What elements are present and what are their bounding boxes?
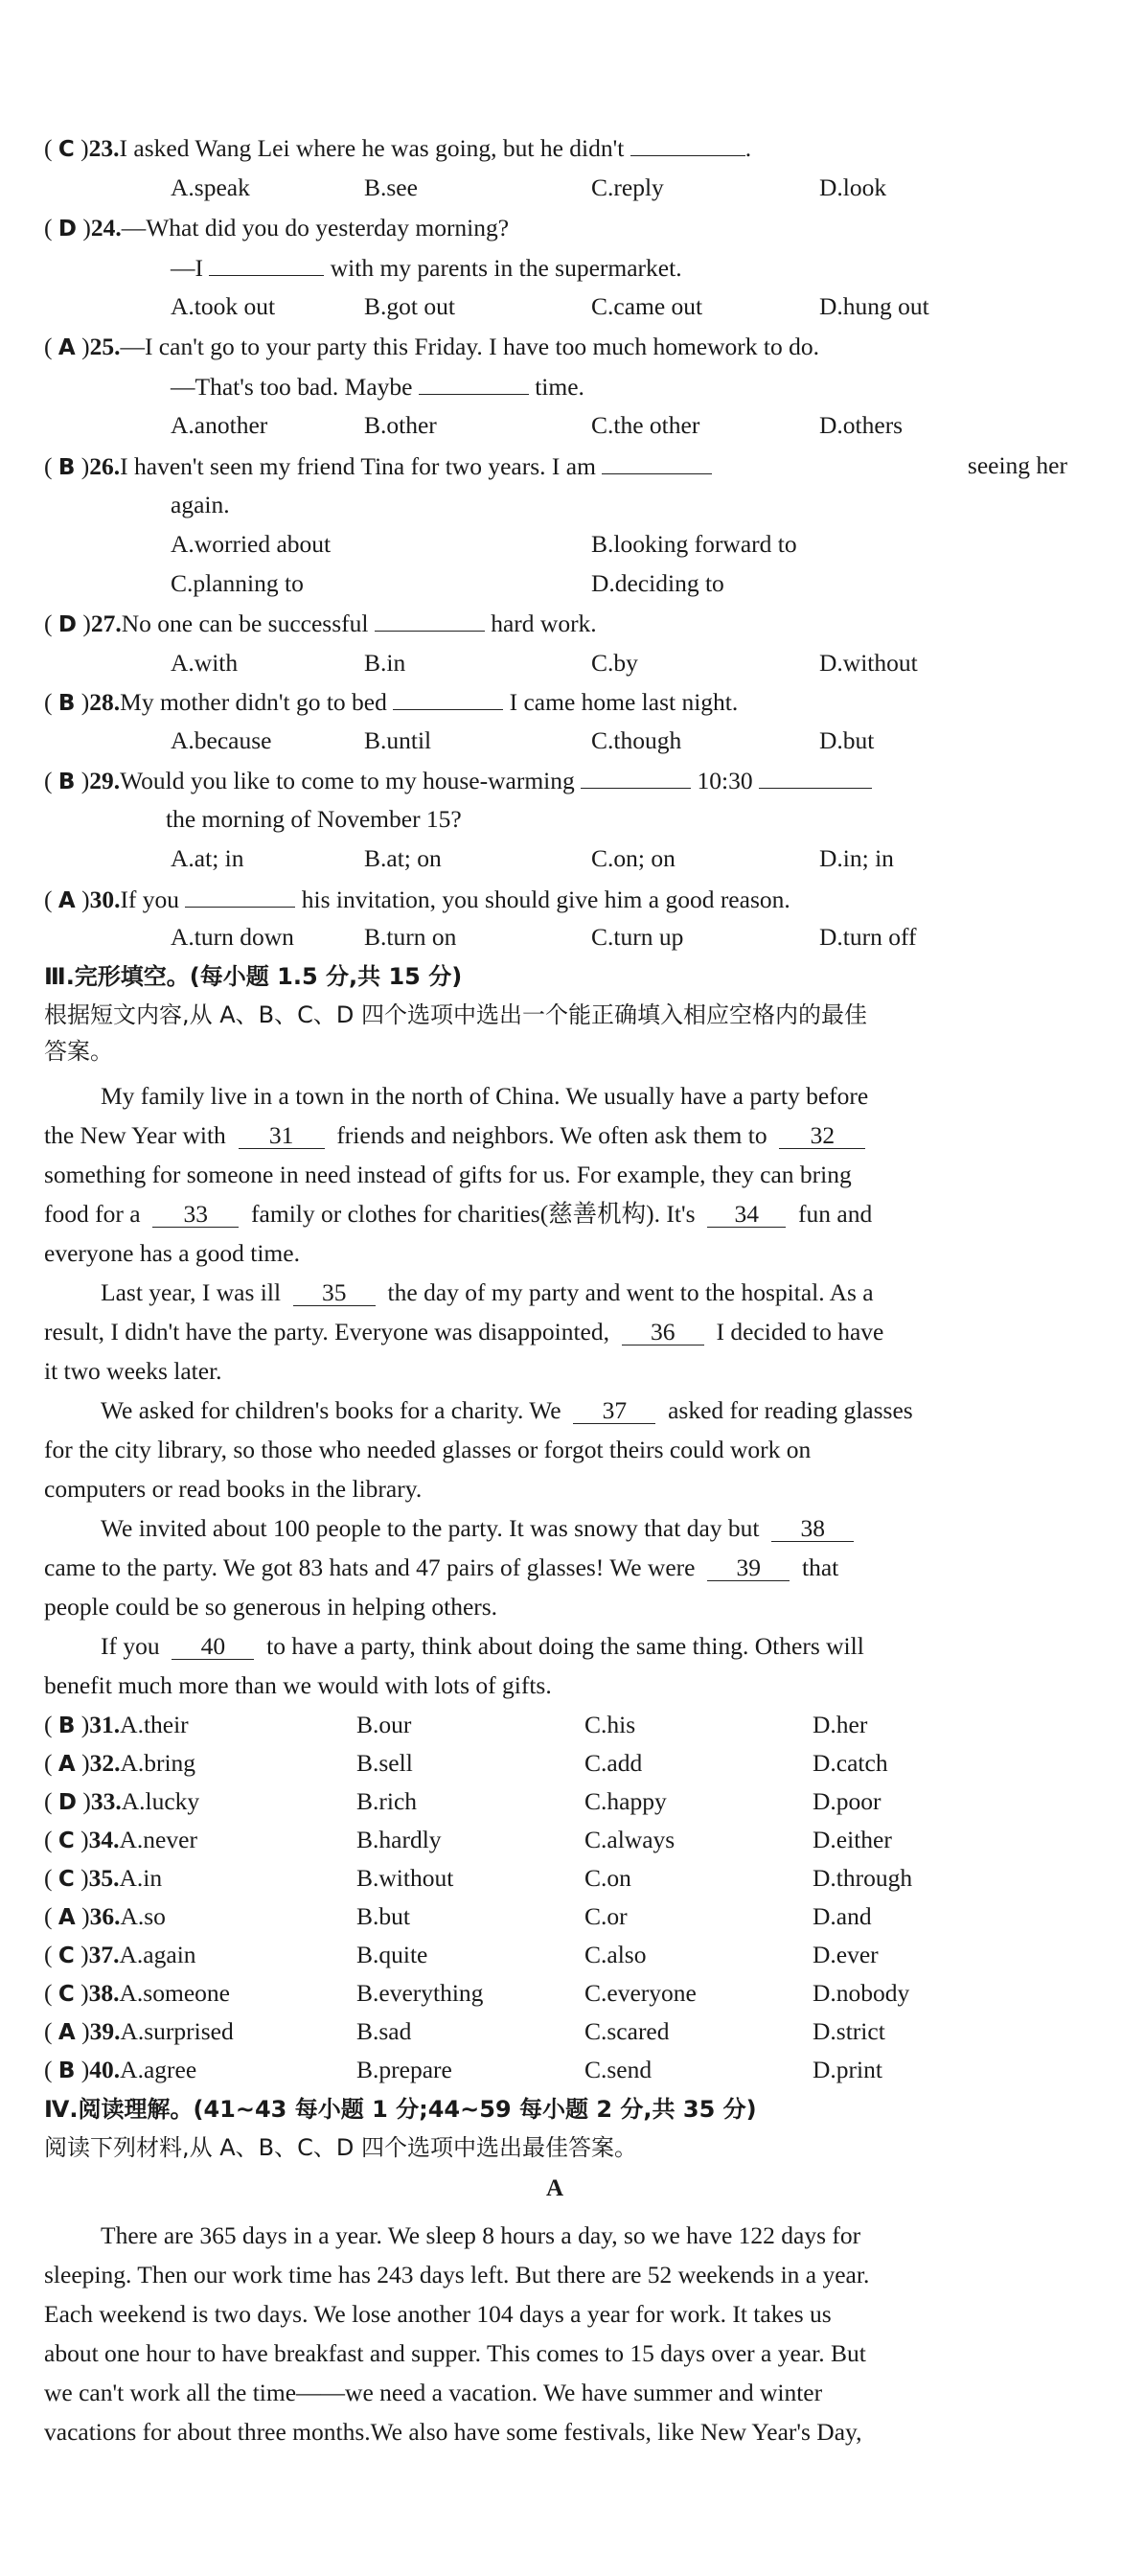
option-34c[interactable]: C.always (584, 1826, 675, 1853)
option-29a[interactable]: A.at; in (171, 844, 244, 872)
option-24d[interactable]: D.hung out (819, 292, 929, 320)
option-32b[interactable]: B.sell (356, 1749, 413, 1777)
answer-39: ( A )39.A.surprised (44, 2017, 234, 2045)
option-35c[interactable]: C.on (584, 1864, 631, 1892)
blank[interactable] (602, 450, 712, 474)
answer-33: ( D )33.A.lucky (44, 1787, 200, 1815)
option-24c[interactable]: C.came out (591, 292, 703, 320)
answer-40: ( B )40.A.agree (44, 2056, 197, 2083)
passage-a-l1: There are 365 days in a year. We sleep 8 hours a day, so we have 122 days for (101, 2221, 861, 2249)
option-34d[interactable]: D.either (813, 1826, 892, 1853)
option-33c[interactable]: C.happy (584, 1787, 667, 1815)
option-37b[interactable]: B.quite (356, 1941, 428, 1968)
option-39d[interactable]: D.strict (813, 2017, 885, 2045)
cloze-blank-34[interactable]: 34 (707, 1202, 786, 1228)
passage-a-l3: Each weekend is two days. We lose another 104 days a year for work. It takes us (44, 2300, 832, 2328)
cloze-blank-31[interactable]: 31 (239, 1123, 325, 1149)
cloze-p1-l3: something for someone in need instead of gifts for us. For example, they can bring (44, 1161, 852, 1188)
option-39b[interactable]: B.sad (356, 2017, 412, 2045)
option-24a[interactable]: A.took out (171, 292, 276, 320)
cloze-p3-l3: computers or read books in the library. (44, 1475, 423, 1503)
answer-28: ( B )28.My mother didn't go to bed I came home last night. (44, 688, 739, 716)
answer-24: ( D )24.—What did you do yesterday morning? (44, 214, 510, 242)
passage-a-l6: vacations for about three months.We also have some festivals, like New Year's Day, (44, 2418, 862, 2446)
answer-34: ( C )34.A.never (44, 1826, 197, 1853)
option-25d[interactable]: D.others (819, 411, 904, 439)
question-25-line2: —That's too bad. Maybe time. (171, 373, 584, 401)
option-26b[interactable]: B.looking forward to (591, 530, 797, 558)
option-25b[interactable]: B.other (364, 411, 437, 439)
option-34b[interactable]: B.hardly (356, 1826, 442, 1853)
cloze-blank-33[interactable]: 33 (152, 1202, 239, 1228)
answer-38: ( C )38.A.someone (44, 1979, 230, 2007)
option-31d[interactable]: D.her (813, 1711, 868, 1738)
option-26a[interactable]: A.worried about (171, 530, 332, 558)
option-26d[interactable]: D.deciding to (591, 569, 724, 597)
section-3-instruction: 根据短文内容,从 A、B、C、D 四个选项中选出一个能正确填入相应空格内的最佳 (44, 1001, 868, 1028)
option-33b[interactable]: B.rich (356, 1787, 418, 1815)
cloze-p1-l2: the New Year with 31 friends and neighbors. We often ask them to 32 (44, 1120, 865, 1151)
cloze-p2-l2: result, I didn't have the party. Everyone was disappointed, 36 I decided to have (44, 1318, 884, 1346)
question-24-line2: —I with my parents in the supermarket. (171, 254, 682, 282)
cloze-p5-l2: benefit much more than we would with lots of gifts. (44, 1671, 552, 1699)
option-36c[interactable]: C.or (584, 1902, 628, 1930)
cloze-p4-l2: came to the party. We got 83 hats and 47 pairs of glasses! We were 39 that (44, 1553, 839, 1581)
option-25c[interactable]: C.the other (591, 411, 700, 439)
option-27d[interactable]: D.without (819, 649, 918, 677)
option-23a[interactable]: A.speak (171, 173, 250, 201)
answer-36: ( A )36.A.so (44, 1902, 166, 1930)
option-29d[interactable]: D.in; in (819, 844, 894, 872)
option-33d[interactable]: D.poor (813, 1787, 882, 1815)
option-27b[interactable]: B.in (364, 649, 406, 677)
option-30d[interactable]: D.turn off (819, 923, 917, 951)
option-28a[interactable]: A.because (171, 726, 272, 754)
blank[interactable] (393, 686, 503, 710)
option-23c[interactable]: C.reply (591, 173, 664, 201)
option-28b[interactable]: B.until (364, 726, 432, 754)
blank[interactable] (185, 884, 295, 908)
option-32c[interactable]: C.add (584, 1749, 643, 1777)
answer-27: ( D )27.No one can be successful hard work. (44, 610, 597, 637)
option-40b[interactable]: B.prepare (356, 2056, 452, 2083)
option-30c[interactable]: C.turn up (591, 923, 684, 951)
option-23d[interactable]: D.look (819, 173, 887, 201)
answer-29: ( B )29.Would you like to come to my house-warming 10:30 (44, 765, 872, 797)
blank[interactable] (759, 765, 872, 789)
cloze-blank-32[interactable]: 32 (779, 1123, 865, 1149)
cloze-p2-l3: it two weeks later. (44, 1357, 222, 1385)
blank[interactable] (581, 765, 691, 789)
option-25a[interactable]: A.another (171, 411, 268, 439)
option-37d[interactable]: D.ever (813, 1941, 879, 1968)
answer-35: ( C )35.A.in (44, 1864, 163, 1892)
cloze-p4-l1: We invited about 100 people to the party. It was snowy that day but 38 (101, 1513, 854, 1544)
cloze-blank-37[interactable]: 37 (573, 1398, 655, 1424)
answer-25: ( A )25.—I can't go to your party this Friday. I have too much homework to do. (44, 333, 819, 360)
cloze-p3-l2: for the city library, so those who needed glasses or forgot theirs could work on (44, 1436, 812, 1463)
option-36b[interactable]: B.but (356, 1902, 410, 1930)
option-23b[interactable]: B.see (364, 173, 418, 201)
cloze-p1-l4: food for a 33 family or clothes for charities(慈善机构). It's 34 fun and (44, 1200, 873, 1228)
option-27a[interactable]: A.with (171, 649, 239, 677)
answer-23: ( C )23.I asked Wang Lei where he was going, but he didn't . (44, 134, 752, 162)
option-40d[interactable]: D.print (813, 2056, 882, 2083)
option-36d[interactable]: D.and (813, 1902, 872, 1930)
option-29c[interactable]: C.on; on (591, 844, 675, 872)
passage-a-l5: we can't work all the time——we need a vacation. We have summer and winter (44, 2379, 823, 2406)
section-3-title: Ⅲ.完形填空。(每小题 1.5 分,共 15 分) (44, 963, 463, 990)
option-32d[interactable]: D.catch (813, 1749, 888, 1777)
cloze-blank-35[interactable]: 35 (293, 1280, 376, 1306)
option-37c[interactable]: C.also (584, 1941, 647, 1968)
blank[interactable] (209, 252, 324, 276)
option-27c[interactable]: C.by (591, 649, 638, 677)
cloze-blank-36[interactable]: 36 (622, 1320, 704, 1346)
option-29b[interactable]: B.at; on (364, 844, 442, 872)
question-26-line2: again. (171, 491, 230, 518)
option-31c[interactable]: C.his (584, 1711, 636, 1738)
option-28c[interactable]: C.though (591, 726, 682, 754)
option-38c[interactable]: C.everyone (584, 1979, 697, 2007)
cloze-p1-l5: everyone has a good time. (44, 1239, 300, 1267)
cloze-blank-40[interactable]: 40 (172, 1634, 254, 1660)
option-35d[interactable]: D.through (813, 1864, 913, 1892)
passage-a-l2: sleeping. Then our work time has 243 days left. But there are 52 weekends in a year. (44, 2261, 870, 2288)
passage-label: A (546, 2175, 564, 2201)
cloze-blank-38[interactable]: 38 (771, 1516, 854, 1542)
option-24b[interactable]: B.got out (364, 292, 455, 320)
option-39c[interactable]: C.scared (584, 2017, 670, 2045)
cloze-p2-l1: Last year, I was ill 35 the day of my party and went to the hospital. As a (101, 1278, 874, 1306)
cloze-p4-l3: people could be so generous in helping others. (44, 1593, 498, 1621)
option-31b[interactable]: B.our (356, 1711, 412, 1738)
option-38b[interactable]: B.everything (356, 1979, 484, 2007)
option-38d[interactable]: D.nobody (813, 1979, 910, 2007)
option-30b[interactable]: B.turn on (364, 923, 457, 951)
answer-26: ( B )26.I haven't seen my friend Tina for two years. I am seeing her (44, 451, 1067, 480)
passage-a-l4: about one hour to have breakfast and supper. This comes to 15 days over a year. But (44, 2339, 866, 2367)
cloze-p5-l1: If you 40 to have a party, think about doing the same thing. Others will (101, 1632, 864, 1660)
section-4-title: Ⅳ.阅读理解。(41~43 每小题 1 分;44~59 每小题 2 分,共 35 分) (44, 2096, 757, 2123)
answer-31: ( B )31.A.their (44, 1711, 189, 1738)
section-3-instruction-2: 答案。 (44, 1038, 113, 1065)
answer-30: ( A )30.If you his invitation, you should give him a good reason. (44, 886, 790, 913)
answer-32: ( A )32.A.bring (44, 1749, 196, 1777)
option-35b[interactable]: B.without (356, 1864, 454, 1892)
option-40c[interactable]: C.send (584, 2056, 653, 2083)
cloze-p1-l1: My family live in a town in the north of China. We usually have a party before (101, 1082, 869, 1110)
blank[interactable] (630, 132, 745, 156)
cloze-blank-39[interactable]: 39 (707, 1555, 790, 1581)
section-4-instruction: 阅读下列材料,从 A、B、C、D 四个选项中选出最佳答案。 (44, 2134, 638, 2161)
cloze-p3-l1: We asked for children's books for a charity. We 37 asked for reading glasses (101, 1396, 913, 1424)
option-26c[interactable]: C.planning to (171, 569, 304, 597)
option-28d[interactable]: D.but (819, 726, 875, 754)
option-30a[interactable]: A.turn down (171, 923, 294, 951)
answer-37: ( C )37.A.again (44, 1941, 196, 1968)
blank[interactable] (375, 608, 485, 632)
question-29-line2: the morning of November 15? (166, 805, 462, 833)
blank[interactable] (419, 371, 529, 395)
